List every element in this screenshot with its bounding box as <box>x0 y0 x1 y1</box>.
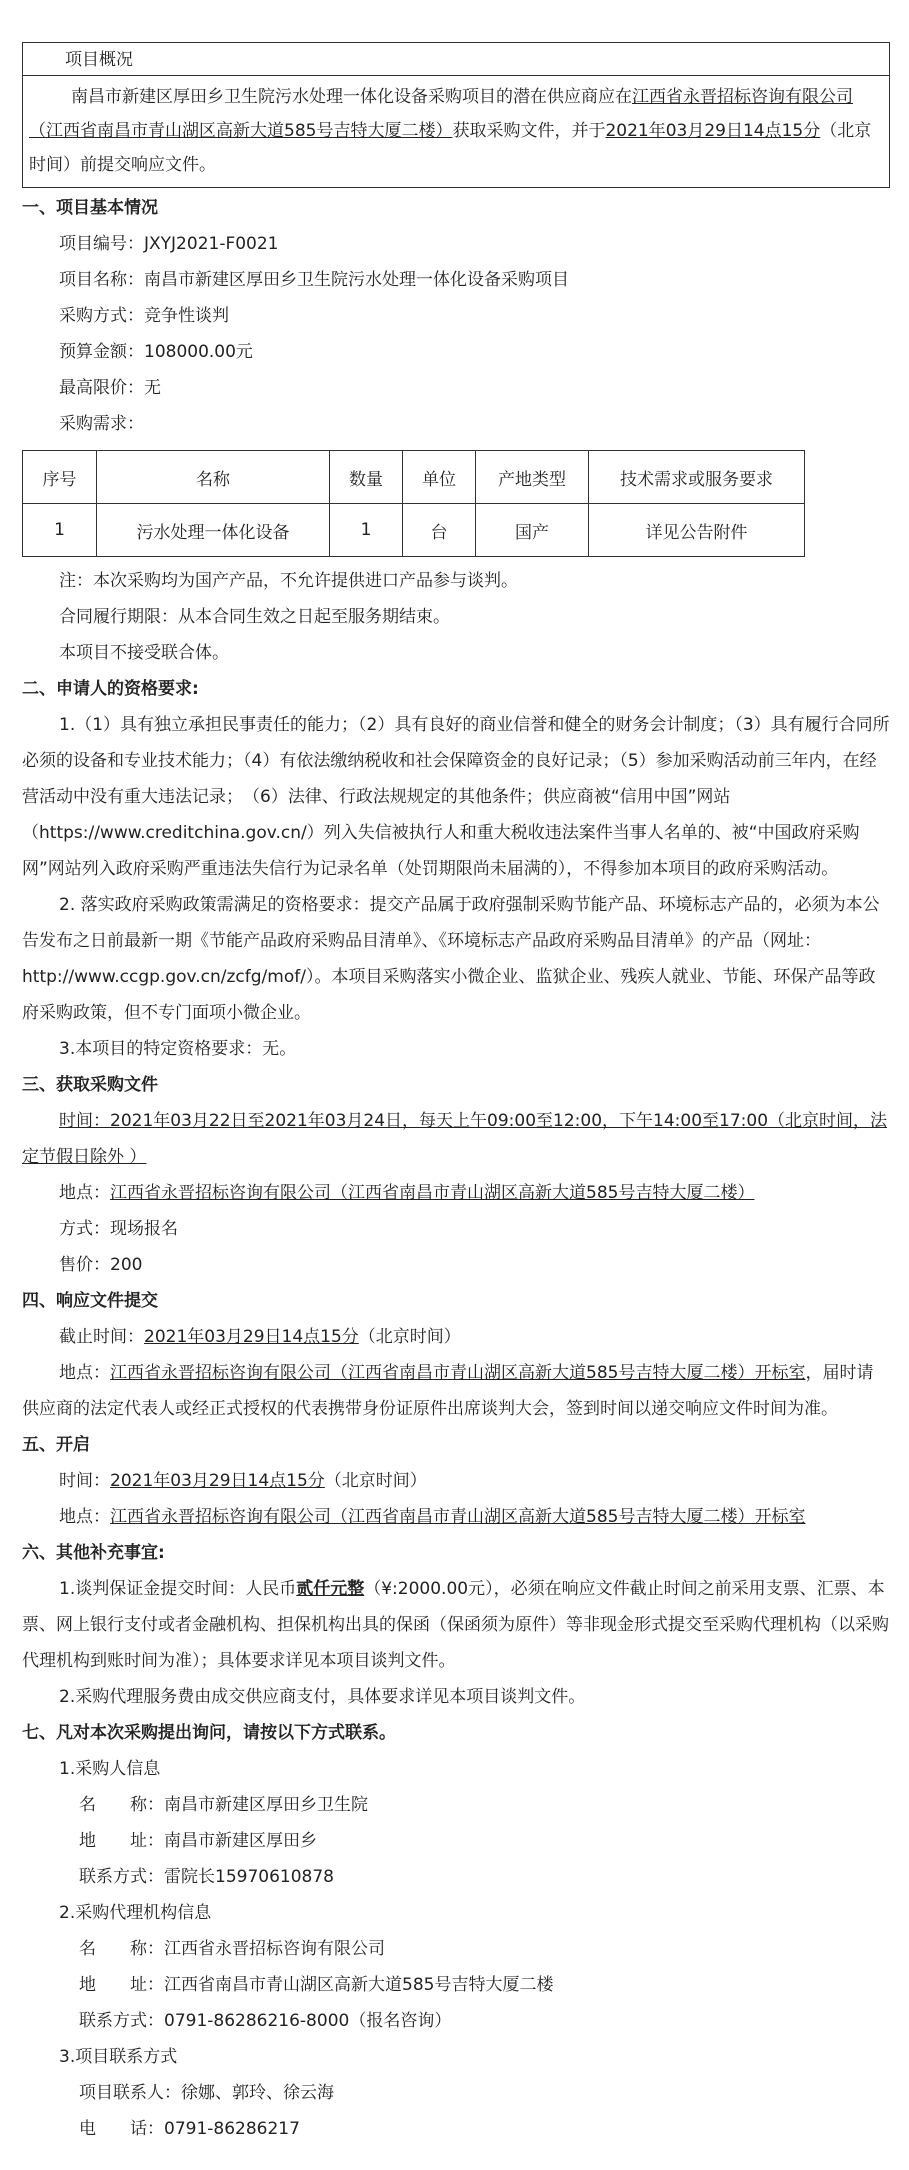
section-5-heading: 五、开启 <box>22 1435 90 1455</box>
demand-label: 采购需求： <box>59 414 144 434</box>
project-code: 项目编号：JXYJ2021-F0021 <box>59 234 279 254</box>
section-2-heading: 二、申请人的资格要求: <box>22 679 199 699</box>
agency-name: 名 称：江西省永晋招标咨询有限公司 <box>79 1939 385 1959</box>
table-row <box>23 504 805 557</box>
overview-agency: 江西省永晋招标咨询有限公司（江西省南昌市青山湖区高新大道585号吉特大厦二楼） <box>29 87 853 141</box>
project-contact-title: 3.项目联系方式 <box>59 2047 178 2067</box>
section-1-heading: 一、项目基本情况 <box>22 198 158 218</box>
col-header: 技术需求或服务要求 <box>589 451 805 504</box>
col-header: 名称 <box>97 451 330 504</box>
buyer-address: 地 址：南昌市新建区厚田乡 <box>79 1831 317 1851</box>
table-cell: 台 <box>403 504 476 557</box>
requirements-table <box>22 450 805 557</box>
consortium-note: 本项目不接受联合体。 <box>59 643 229 663</box>
section-7-heading: 七、凡对本次采购提出询问，请按以下方式联系。 <box>22 1723 396 1743</box>
project-contact-phone: 电 话：0791-86286217 <box>79 2119 300 2139</box>
submit-place: 地点：江西省永晋招标咨询有限公司（江西省南昌市青山湖区高新大道585号吉特大厦二楼）开标室，届时请供应商的法定代表人或经正式授权的代表携带身份证原件出席谈判大会，签到时间以递交响应文件时间为准。 <box>22 1363 874 1419</box>
obtain-mode: 方式：现场报名 <box>59 1219 178 1239</box>
agency-contact: 联系方式：0791-86286216-8000（报名咨询） <box>79 2011 452 2031</box>
buyer-contact: 联系方式：雷院长15970610878 <box>79 1867 334 1887</box>
qualification-paragraph-2: 2. 落实政府采购政策需满足的资格要求：提交产品属于政府强制采购节能产品、环境标志产品的，必须为本公告发布之日前最新一期《节能产品政府采购品目清单》、《环境标志产品政府采购品目清单》的产品（网址：http://www.ccgp.gov.cn/zcfg/mof/）。本项目采购落实小微企业、监狱企业、残疾人就业、节能、环保产品等政府采购政策，但不专门面项小微企业。 <box>22 895 880 1023</box>
open-place: 地点：江西省永晋招标咨询有限公司（江西省南昌市青山湖区高新大道585号吉特大厦二楼）开标室 <box>59 1507 806 1527</box>
agency-info-title: 2.采购代理机构信息 <box>59 1903 212 1923</box>
table-cell: 1 <box>23 504 97 557</box>
overview-body <box>22 76 890 188</box>
deposit-paragraph: 1.谈判保证金提交时间：人民币贰仟元整（¥:2000.00元），必须在响应文件截止时间之前采用支票、汇票、本票、网上银行支付或者金融机构、担保机构出具的保函（保函须为原件）等非现金形式提交至采购代理机构（以采购代理机构到账时间为准）；具体要求详见本项目谈判文件。 <box>22 1579 889 1671</box>
procurement-method: 采购方式：竞争性谈判 <box>59 306 229 326</box>
col-header: 数量 <box>330 451 403 504</box>
qualification-paragraph-1: 1.（1）具有独立承担民事责任的能力；（2）具有良好的商业信誉和健全的财务会计制度；（3）具有履行合同所必须的设备和专业技术能力；（4）有依法缴纳税收和社会保障资金的良好记录；（5）参加采购活动前三年内，在经营活动中没有重大违法记录； （6）法律、行政法规规定的其他条件；供应商被“信用中国”网站（https://www.creditchina.gov.cn/）列入失信被执行人和重大税收违法案件当事人名单的、被“中国政府采购网”网站列入政府采购严重违法失信行为记录名单（处罚期限尚未届满的），不得参加本项目的政府采购活动。 <box>22 715 890 879</box>
max-price: 最高限价：无 <box>59 378 161 398</box>
announcement-page <box>22 42 890 2147</box>
buyer-name: 名 称：南昌市新建区厚田乡卫生院 <box>79 1795 368 1815</box>
contract-period: 合同履行期限：从本合同生效之日起至服务期结束。 <box>59 607 450 627</box>
obtain-price: 售价：200 <box>59 1255 143 1275</box>
table-cell: 1 <box>330 504 403 557</box>
service-fee: 2.采购代理服务费由成交供应商支付，具体要求详见本项目谈判文件。 <box>59 1687 586 1707</box>
table-header-row <box>23 451 805 504</box>
section-3-heading: 三、获取采购文件 <box>22 1075 158 1095</box>
project-contact-person: 项目联系人：徐娜、郭玲、徐云海 <box>79 2083 334 2103</box>
overview-text-2: 获取采购文件，并于 <box>452 121 606 141</box>
qualification-paragraph-3: 3.本项目的特定资格要求：无。 <box>59 1039 297 1059</box>
budget-amount: 预算金额：108000.00元 <box>59 342 253 362</box>
overview-deadline: 2021年03月29日14点15分 <box>605 121 821 141</box>
col-header: 单位 <box>403 451 476 504</box>
table-cell: 国产 <box>476 504 589 557</box>
section-4-heading: 四、响应文件提交 <box>22 1291 158 1311</box>
import-note: 注：本次采购均为国产产品，不允许提供进口产品参与谈判。 <box>59 571 518 591</box>
section-6-heading: 六、其他补充事宜: <box>22 1543 165 1563</box>
obtain-place: 地点：江西省永晋招标咨询有限公司（江西省南昌市青山湖区高新大道585号吉特大厦二楼） <box>59 1183 755 1203</box>
overview-text: 南昌市新建区厚田乡卫生院污水处理一体化设备采购项目的潜在供应商应在 <box>71 87 632 107</box>
col-header: 序号 <box>23 451 97 504</box>
table-cell: 污水处理一体化设备 <box>97 504 330 557</box>
buyer-info-title: 1.采购人信息 <box>59 1759 161 1779</box>
obtain-time: 时间：2021年03月22日至2021年03月24日，每天上午09:00至12:00，下午14:00至17:00（北京时间，法定节假日除外 ） <box>22 1111 888 1167</box>
submit-deadline: 截止时间：2021年03月29日14点15分（北京时间） <box>59 1327 461 1347</box>
table-cell: 详见公告附件 <box>589 504 805 557</box>
col-header: 产地类型 <box>476 451 589 504</box>
project-name: 项目名称：南昌市新建区厚田乡卫生院污水处理一体化设备采购项目 <box>59 270 569 290</box>
open-time: 时间：2021年03月29日14点15分（北京时间） <box>59 1471 427 1491</box>
overview-text-3: （北京时间）前提交响应文件。 <box>29 121 872 175</box>
overview-title: 项目概况 <box>22 42 890 76</box>
agency-address: 地 址：江西省南昌市青山湖区高新大道585号吉特大厦二楼 <box>79 1975 554 1995</box>
